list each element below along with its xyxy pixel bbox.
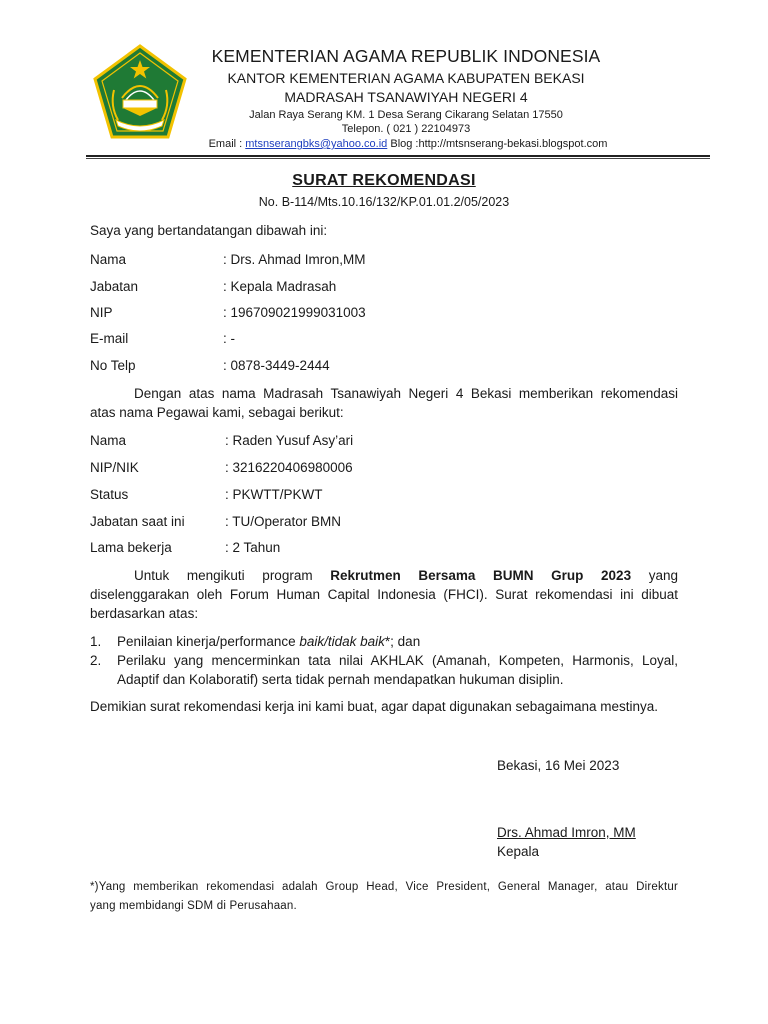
footnote-line: *)Yang memberikan rekomendasi adalah Group Head, Vice President, General Manager, atau Direktur — [90, 881, 678, 893]
signer-row — [90, 358, 690, 376]
paragraph-line: atas nama Pegawai kami, sebagai berikut: — [90, 405, 344, 420]
list-number: 1. — [90, 634, 102, 649]
footnote-line: yang membidangi SDM di Perusahaan. — [90, 900, 297, 912]
employee-label: Lama bekerja — [90, 540, 172, 555]
employee-row — [90, 433, 690, 451]
paragraph-line: berdasarkan atas: — [90, 606, 199, 621]
employee-value: : 2 Tahun — [225, 540, 281, 555]
employee-label: Jabatan saat ini — [90, 514, 185, 529]
program-name: Rekrutmen Bersama BUMN Grup 2023 — [330, 568, 632, 583]
footnote — [90, 878, 678, 916]
list-body — [117, 651, 678, 689]
paragraph-text: Untuk mengikuti program — [134, 568, 331, 583]
employee-value: : Raden Yusuf Asy’ari — [225, 433, 354, 448]
employee-value: : 3216220406980006 — [225, 460, 353, 475]
employee-label: NIP/NIK — [90, 460, 139, 475]
closing-text: Demikian surat rekomendasi kerja ini kami buat, agar dapat digunakan sebagaimana mestinya. — [90, 699, 659, 714]
list-line — [117, 632, 678, 651]
list-emphasis: baik/tidak baik — [299, 634, 385, 649]
paragraph-text: yang — [631, 568, 678, 583]
signer-title: Kepala — [497, 844, 540, 859]
list-text: *; dan — [384, 634, 421, 649]
paragraph-line — [90, 384, 678, 403]
signer-value: : 196709021999031003 — [223, 305, 366, 320]
signer-value: : - — [223, 331, 235, 346]
signer-row — [90, 279, 690, 297]
letterhead-address: Jalan Raya Serang KM. 1 Desa Serang Cikarang Selatan 17550 — [249, 109, 563, 121]
list-number: 2. — [90, 653, 102, 668]
letterhead-phone: Telepon. ( 021 ) 22104973 — [341, 123, 471, 135]
paragraph-line — [90, 566, 678, 585]
letterhead-ministry: KEMENTERIAN AGAMA REPUBLIK INDONESIA — [211, 46, 601, 66]
list-body — [117, 632, 678, 651]
employee-row — [90, 460, 690, 478]
place-date: Bekasi, 16 Mei 2023 — [497, 758, 620, 773]
paragraph-text: Dengan atas nama Madrasah Tsanawiyah Negeri 4 Bekasi memberikan rekomendasi — [134, 386, 678, 401]
paragraph-line: diselenggarakan oleh Forum Human Capital Indonesia (FHCI). Surat rekomendasi ini dibuat — [90, 587, 678, 602]
signer-row — [90, 305, 690, 323]
list-line: Perilaku yang mencerminkan tata nilai AKHLAK (Amanah, Kompeten, Harmonis, Loyal, — [117, 653, 678, 668]
employee-row — [90, 487, 690, 505]
email-link[interactable]: mtsnserangbks@yahoo.co.id — [245, 138, 388, 150]
signer-value: : Drs. Ahmad Imron,MM — [223, 252, 366, 267]
list-text: Penilaian kinerja/performance — [117, 634, 300, 649]
signer-row — [90, 331, 690, 349]
employee-row — [90, 514, 690, 532]
letterhead-divider-thin — [86, 158, 710, 159]
letterhead-school: MADRASAH TSANAWIYAH NEGERI 4 — [284, 89, 528, 105]
signer-label: E-mail — [90, 331, 129, 346]
employee-label: Status — [90, 487, 129, 502]
employee-label: Nama — [90, 433, 127, 448]
letterhead-divider-thick — [86, 155, 710, 157]
letter-title: SURAT REKOMENDASI — [292, 172, 476, 189]
email-label: Email : — [208, 138, 246, 150]
signer-label: Jabatan — [90, 279, 139, 294]
signer-label: Nama — [90, 252, 127, 267]
letterhead-contact — [140, 138, 676, 150]
letter-number: No. B-114/Mts.10.16/132/KP.01.01.2/05/2023 — [258, 195, 510, 209]
recommendation-paragraph — [90, 384, 678, 422]
employee-value: : PKWTT/PKWT — [225, 487, 323, 502]
employee-row — [90, 540, 690, 558]
list-line: Adaptif dan Kolaboratif) serta tidak pernah mendapatkan hukuman disiplin. — [117, 672, 564, 687]
kemenag-logo-icon — [92, 44, 188, 142]
blog-text: Blog :http://mtsnserang-bekasi.blogspot.com — [387, 138, 608, 150]
signer-label: No Telp — [90, 358, 136, 373]
letterhead-office: KANTOR KEMENTERIAN AGAMA KABUPATEN BEKASI — [227, 70, 585, 86]
intro-text: Saya yang bertandatangan dibawah ini: — [90, 223, 328, 238]
signer-name: Drs. Ahmad Imron, MM — [497, 825, 636, 840]
purpose-paragraph — [90, 566, 678, 623]
signer-row — [90, 252, 690, 270]
signer-label: NIP — [90, 305, 113, 320]
signer-value: : 0878-3449-2444 — [223, 358, 330, 373]
signer-value: : Kepala Madrasah — [223, 279, 337, 294]
employee-value: : TU/Operator BMN — [225, 514, 342, 529]
